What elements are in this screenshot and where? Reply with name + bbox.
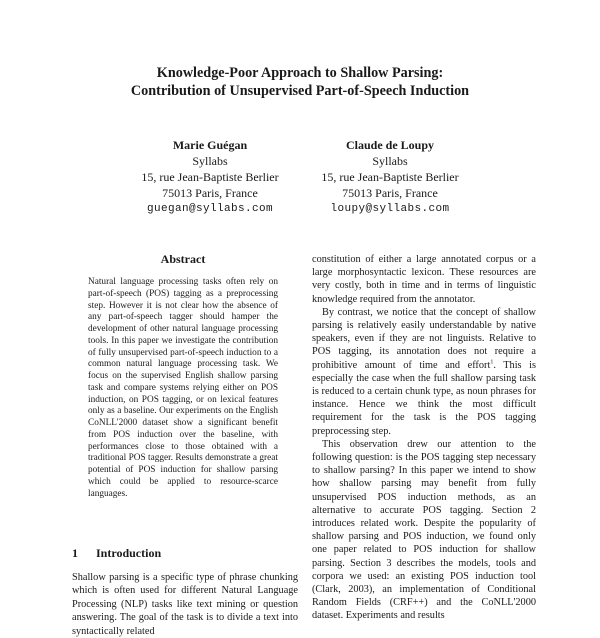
right-column [312, 253, 536, 622]
author-name: Marie Guégan [172, 138, 248, 152]
author-city: 75013 Paris, France [342, 186, 438, 200]
author-email: guegan@syllabs.com [146, 203, 274, 215]
right-paragraph-3: This observation drew our attention to the following question: is the POS tagging step necessary to shallow parsing? In this paper we intend to show how shallow parsing may benefit from fully unsupervised POS induction methods, as an alternative to accurate POS tagging. Section 2 introduces related work. Despite the popularity of shallow parsing and POS induction, we found only one paper related to POS induction for shallow parsing. Section 3 describes the models, tools and corpora we used: an existing POS induction tool (Clark, 2003), an implementation of Conditional Random Fields (CRF++) and the CoNLL'2000 dataset. Experiments and results [312, 438, 536, 622]
paragraph-text: By contrast, we notice that the concept of shallow parsing is relatively easily understandable by native speakers, even if they are not linguists. Relative to POS tagging, its annotation does not require a prohibitive amount of time and effort [312, 306, 536, 371]
right-paragraph-1: constitution of either a large annotated corpus or a large morphosyntactic lexicon. These resources are very costly, both in time and in terms of linguistic knowledge required from the annotator. [312, 254, 536, 305]
author-org: Syllabs [192, 154, 228, 168]
title-line-1: Knowledge-Poor Approach to Shallow Parsing: [156, 65, 444, 81]
paragraph-text-cont: . This is especially the case when the full shallow parsing task is reduced to a certain chunk type, as noun phrases for instance. Hence we think the most difficult requirement for the task is the POS tagging preprocessing step. [312, 359, 536, 437]
author-org: Syllabs [372, 154, 408, 168]
right-paragraph-2 [312, 306, 536, 438]
title-line-2: Contribution of Unsupervised Part-of-Speech Induction [130, 83, 470, 99]
author-block-1 [110, 137, 310, 217]
author-block-2 [290, 137, 490, 217]
author-street: 15, rue Jean-Baptiste Berlier [141, 170, 279, 184]
abstract-heading: Abstract [160, 252, 206, 266]
section-heading [72, 546, 302, 561]
author-city: 75013 Paris, France [162, 186, 258, 200]
paper-title [0, 64, 600, 100]
intro-text: Shallow parsing is a specific type of phrase chunking which is often used for different Natural Language Processing (NLP) tasks like text mining or question answering. The goal of the task is to divide a text into syntactically related [72, 572, 298, 637]
author-name: Claude de Loupy [345, 138, 435, 152]
author-email: loupy@syllabs.com [330, 203, 450, 215]
abstract-text: Natural language processing tasks often rely on part-of-speech (POS) tagging as a preprocessing step. However it is not clear how the absence of any part-of-speech tagger should hamper the development of other natural language processing tools. In this paper we investigate the contribution of fully unsupervised part-of-speech induction to a common natural language processing task. We focus on the supervised English shallow parsing task and compare systems relying either on POS induction, on POS tagging, or on lexical features only as a baseline. Our experiments on the English CoNLL'2000 dataset show a significant benefit from POS induction over the baseline, with performances close to those obtained with a traditional POS tagger. Results demonstrate a great potential of POS induction for shallow parsing which could be applied to resource-scarce languages. [88, 277, 278, 499]
author-street: 15, rue Jean-Baptiste Berlier [321, 170, 459, 184]
section-title: Introduction [96, 546, 162, 560]
section-number: 1 [72, 546, 78, 560]
footnote-marker[interactable]: 1 [490, 359, 494, 366]
